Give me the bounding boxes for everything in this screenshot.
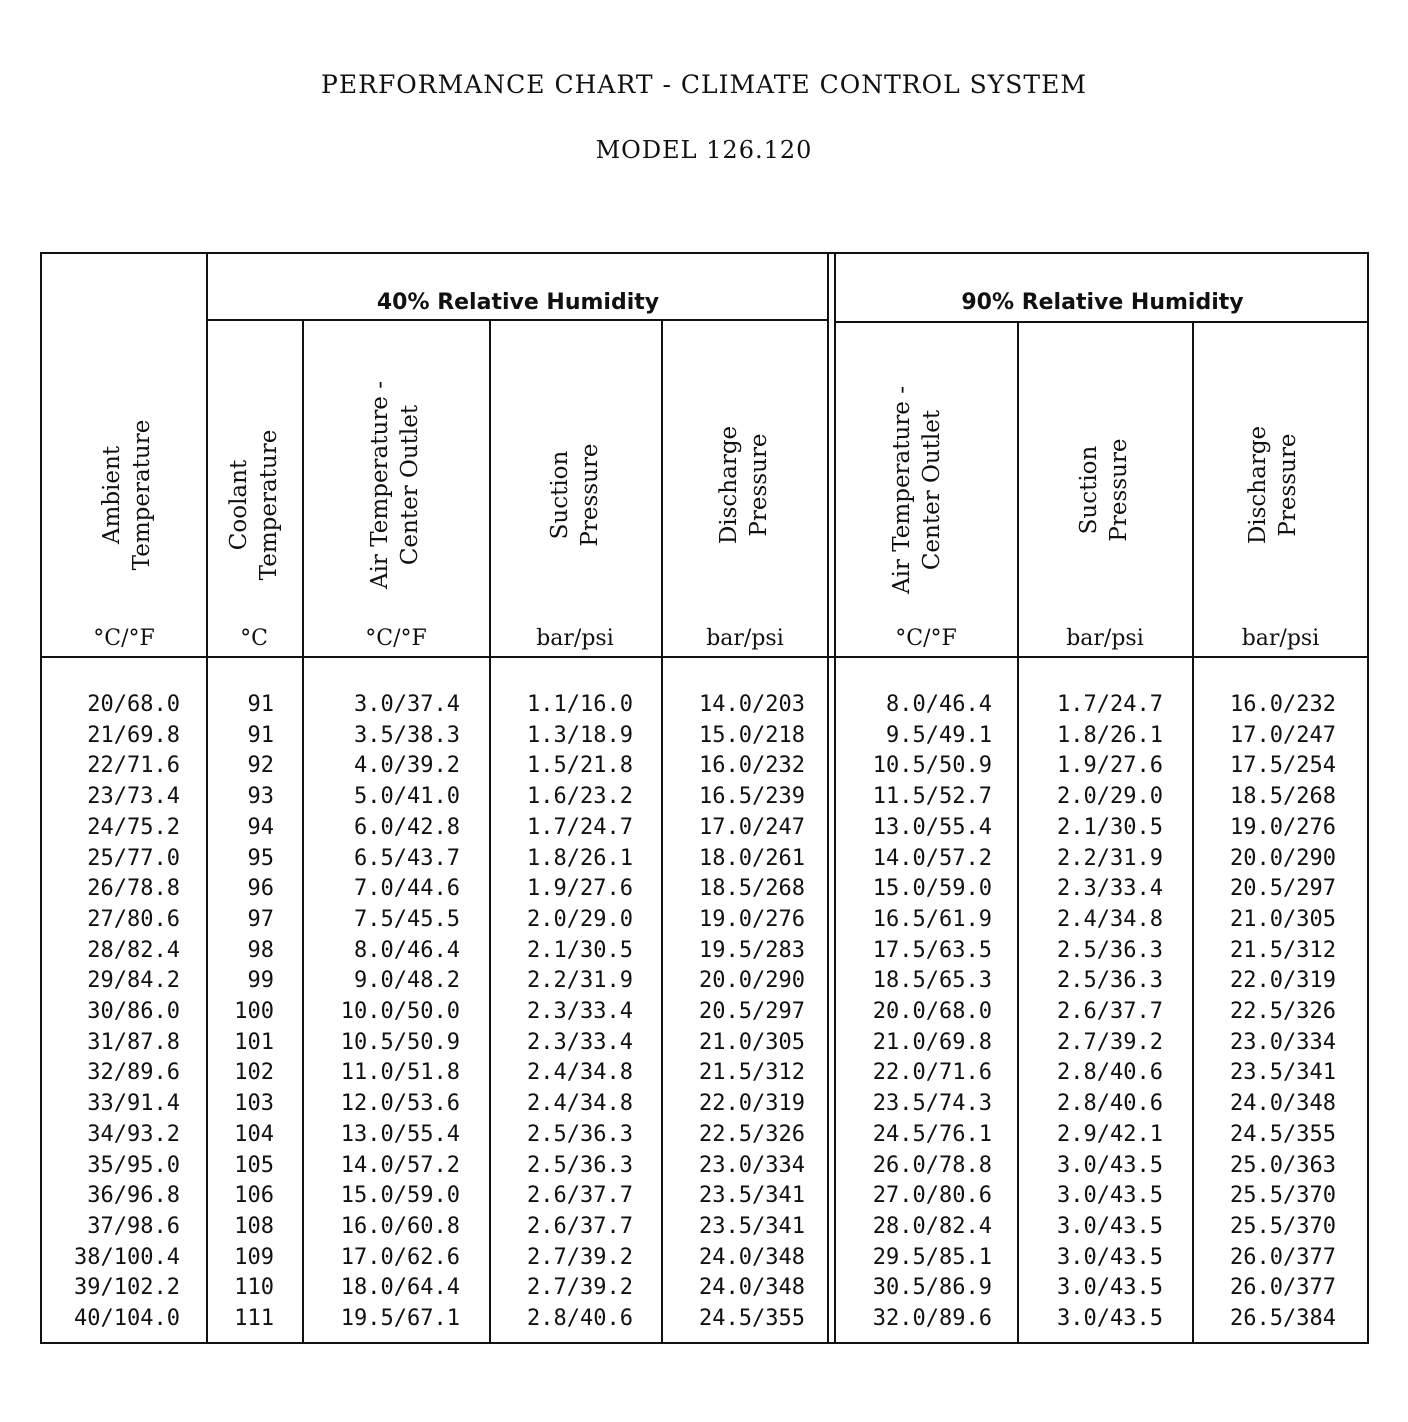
cell-suction40-20: 2.8/40.6 [527,1306,633,1332]
cell-air40-8: 8.0/46.4 [354,937,460,963]
cell-ambient-16: 36/96.8 [87,1183,180,1209]
cell-discharge90-9: 22.0/319 [1230,968,1336,994]
cell-discharge90-19: 26.0/377 [1230,1275,1336,1301]
cell-suction90-13: 2.8/40.6 [1057,1091,1163,1117]
cell-coolant-11: 101 [234,1029,274,1055]
cell-suction40-10: 2.3/33.4 [527,999,633,1025]
cell-suction40-1: 1.3/18.9 [527,722,633,748]
unit-discharge90: bar/psi [1241,626,1320,651]
cell-discharge90-18: 26.0/377 [1230,1244,1336,1270]
cell-coolant-0: 91 [247,692,274,717]
cell-air40-2: 4.0/39.2 [354,753,460,779]
cell-discharge90-5: 20.0/290 [1230,845,1336,871]
cell-suction90-18: 3.0/43.5 [1057,1244,1163,1270]
column-air40 [304,690,460,1335]
header-suction-pressure-40: Suction Pressure [547,443,603,547]
cell-ambient-11: 31/87.8 [87,1029,180,1055]
cell-suction90-11: 2.7/39.2 [1057,1029,1163,1055]
cell-air40-17: 16.0/60.8 [340,1213,460,1239]
cell-air90-10: 20.0/68.0 [872,999,992,1025]
cell-air90-5: 14.0/57.2 [872,845,992,871]
cell-discharge90-17: 25.5/370 [1230,1213,1336,1239]
cell-suction90-9: 2.5/36.3 [1057,968,1163,994]
cell-discharge40-5: 18.0/261 [699,845,805,871]
cell-discharge40-18: 24.0/348 [699,1244,805,1270]
rule-group-underline-40 [206,319,829,321]
cell-air40-15: 14.0/57.2 [340,1152,460,1178]
cell-coolant-4: 94 [247,814,274,840]
cell-coolant-8: 98 [247,937,274,963]
cell-air40-14: 13.0/55.4 [340,1121,460,1147]
cell-suction90-4: 2.1/30.5 [1057,814,1163,840]
cell-ambient-17: 37/98.6 [87,1213,180,1239]
cell-suction90-0: 1.7/24.7 [1057,692,1163,717]
cell-discharge40-20: 24.5/355 [699,1306,805,1332]
cell-discharge90-15: 25.0/363 [1230,1152,1336,1178]
cell-discharge40-3: 16.5/239 [699,784,805,810]
cell-air90-3: 11.5/52.7 [872,784,992,810]
cell-air40-12: 11.0/51.8 [340,1060,460,1086]
cell-coolant-1: 91 [247,722,274,748]
cell-suction90-12: 2.8/40.6 [1057,1060,1163,1086]
cell-suction40-18: 2.7/39.2 [527,1244,633,1270]
model-number: MODEL 126.120 [595,136,813,164]
cell-suction90-10: 2.6/37.7 [1057,999,1163,1025]
cell-air40-9: 9.0/48.2 [354,968,460,994]
cell-suction90-7: 2.4/34.8 [1057,906,1163,932]
cell-air40-13: 12.0/53.6 [340,1091,460,1117]
cell-air90-12: 22.0/71.6 [872,1060,992,1086]
cell-coolant-15: 105 [234,1152,274,1178]
cell-discharge90-10: 22.5/326 [1230,999,1336,1025]
cell-suction90-15: 3.0/43.5 [1057,1152,1163,1178]
cell-ambient-0: 20/68.0 [87,692,180,717]
cell-suction40-12: 2.4/34.8 [527,1060,633,1086]
cell-discharge40-14: 22.5/326 [699,1121,805,1147]
cell-discharge40-9: 20.0/290 [699,968,805,994]
cell-suction40-14: 2.5/36.3 [527,1121,633,1147]
cell-discharge40-17: 23.5/341 [699,1213,805,1239]
cell-discharge40-4: 17.0/247 [699,814,805,840]
cell-suction40-5: 1.8/26.1 [527,845,633,871]
cell-air90-7: 16.5/61.9 [872,906,992,932]
cell-discharge90-4: 19.0/276 [1230,814,1336,840]
cell-suction40-7: 2.0/29.0 [527,906,633,932]
unit-suction90: bar/psi [1066,626,1144,651]
unit-suction40: bar/psi [536,626,614,651]
cell-air90-6: 15.0/59.0 [872,876,992,902]
cell-ambient-8: 28/82.4 [87,937,180,963]
cell-suction90-5: 2.2/31.9 [1057,845,1163,871]
cell-air90-8: 17.5/63.5 [872,937,992,963]
cell-suction90-14: 2.9/42.1 [1057,1121,1163,1147]
cell-air90-17: 28.0/82.4 [872,1213,992,1239]
cell-ambient-6: 26/78.8 [87,876,180,902]
document-title: PERFORMANCE CHART - CLIMATE CONTROL SYSTEM [321,70,1087,99]
column-suction40 [491,690,633,1335]
cell-suction40-0: 1.1/16.0 [527,692,633,717]
cell-suction40-13: 2.4/34.8 [527,1091,633,1117]
cell-ambient-4: 24/75.2 [87,814,180,840]
cell-ambient-19: 39/102.2 [74,1275,180,1301]
cell-discharge90-11: 23.0/334 [1230,1029,1336,1055]
cell-ambient-9: 29/84.2 [87,968,180,994]
cell-coolant-18: 109 [234,1244,274,1270]
cell-coolant-5: 95 [247,845,274,871]
cell-ambient-14: 34/93.2 [87,1121,180,1147]
cell-air90-19: 30.5/86.9 [872,1275,992,1301]
header-suction-pressure-90: Suction Pressure [1076,438,1132,542]
cell-suction40-9: 2.2/31.9 [527,968,633,994]
cell-discharge90-3: 18.5/268 [1230,784,1336,810]
cell-discharge40-6: 18.5/268 [699,876,805,902]
cell-air40-16: 15.0/59.0 [340,1183,460,1209]
cell-discharge90-13: 24.0/348 [1230,1091,1336,1117]
cell-air40-19: 18.0/64.4 [340,1275,460,1301]
rule-group-underline-90 [834,321,1369,323]
cell-discharge40-13: 22.0/319 [699,1091,805,1117]
cell-discharge90-6: 20.5/297 [1230,876,1336,902]
cell-discharge40-16: 23.5/341 [699,1183,805,1209]
cell-air90-16: 27.0/80.6 [872,1183,992,1209]
cell-suction40-3: 1.6/23.2 [527,784,633,810]
cell-ambient-7: 27/80.6 [87,906,180,932]
cell-ambient-3: 23/73.4 [87,784,180,810]
cell-suction90-19: 3.0/43.5 [1057,1275,1163,1301]
cell-coolant-6: 96 [247,876,274,902]
cell-discharge40-12: 21.5/312 [699,1060,805,1086]
cell-air90-18: 29.5/85.1 [872,1244,992,1270]
header-air-temp-90: Air Temperature - Center Outlet [889,385,945,595]
header-air-temp-40: Air Temperature - Center Outlet [367,380,423,590]
cell-air90-13: 23.5/74.3 [872,1091,992,1117]
cell-discharge90-12: 23.5/341 [1230,1060,1336,1086]
cell-ambient-10: 30/86.0 [87,999,180,1025]
cell-air40-20: 19.5/67.1 [340,1306,460,1332]
column-ambient [44,690,180,1335]
cell-suction90-1: 1.8/26.1 [1057,722,1163,748]
unit-discharge40: bar/psi [706,626,784,651]
unit-coolant: °C [240,626,268,651]
unit-ambient: °C/°F [93,626,155,651]
cell-air90-0: 8.0/46.4 [886,692,992,717]
cell-air90-15: 26.0/78.8 [872,1152,992,1178]
cell-air90-11: 21.0/69.8 [872,1029,992,1055]
cell-coolant-17: 108 [234,1213,274,1239]
column-discharge40 [663,690,805,1335]
unit-air40: °C/°F [365,626,427,651]
cell-discharge90-20: 26.5/384 [1230,1306,1336,1332]
cell-discharge90-16: 25.5/370 [1230,1183,1336,1209]
unit-air90: °C/°F [895,626,957,651]
cell-air40-11: 10.5/50.9 [340,1029,460,1055]
cell-discharge90-2: 17.5/254 [1230,753,1336,779]
cell-suction40-11: 2.3/33.4 [527,1029,633,1055]
header-ambient-temperature: Ambient Temperature [99,419,155,571]
cell-suction90-3: 2.0/29.0 [1057,784,1163,810]
group-header-40-rh: 40% Relative Humidity [376,290,660,315]
cell-ambient-5: 25/77.0 [87,845,180,871]
cell-discharge90-0: 16.0/232 [1230,692,1336,717]
cell-air90-20: 32.0/89.6 [872,1306,992,1332]
cell-ambient-20: 40/104.0 [74,1306,180,1332]
cell-coolant-12: 102 [234,1060,274,1086]
cell-coolant-7: 97 [247,906,274,932]
cell-discharge90-7: 21.0/305 [1230,906,1336,932]
cell-ambient-15: 35/95.0 [87,1152,180,1178]
cell-air90-14: 24.5/76.1 [872,1121,992,1147]
cell-air40-10: 10.0/50.0 [340,999,460,1025]
cell-suction90-16: 3.0/43.5 [1057,1183,1163,1209]
cell-ambient-13: 33/91.4 [87,1091,180,1117]
cell-air40-18: 17.0/62.6 [340,1244,460,1270]
cell-air40-5: 6.5/43.7 [354,845,460,871]
cell-coolant-20: 111 [234,1306,274,1332]
cell-air40-6: 7.0/44.6 [354,876,460,902]
cell-air40-7: 7.5/45.5 [354,906,460,932]
cell-discharge40-8: 19.5/283 [699,937,805,963]
cell-air90-1: 9.5/49.1 [886,722,992,748]
cell-discharge40-19: 24.0/348 [699,1275,805,1301]
cell-discharge90-14: 24.5/355 [1230,1121,1336,1147]
cell-suction90-8: 2.5/36.3 [1057,937,1163,963]
cell-coolant-10: 100 [234,999,274,1025]
cell-air90-9: 18.5/65.3 [872,968,992,994]
cell-ambient-1: 21/69.8 [87,722,180,748]
cell-coolant-14: 104 [234,1121,274,1147]
cell-discharge90-8: 21.5/312 [1230,937,1336,963]
group-header-90-rh: 90% Relative Humidity [961,290,1244,315]
column-air90 [836,690,992,1335]
column-coolant [208,690,274,1335]
cell-suction40-15: 2.5/36.3 [527,1152,633,1178]
cell-coolant-16: 106 [234,1183,274,1209]
cell-air40-3: 5.0/41.0 [354,784,460,810]
cell-suction40-17: 2.6/37.7 [527,1213,633,1239]
cell-ambient-12: 32/89.6 [87,1060,180,1086]
cell-discharge40-10: 20.5/297 [699,999,805,1025]
rule-group-divider-a [827,252,829,1344]
cell-coolant-3: 93 [247,784,274,810]
cell-suction90-6: 2.3/33.4 [1057,876,1163,902]
cell-suction90-2: 1.9/27.6 [1057,753,1163,779]
cell-coolant-2: 92 [247,753,274,779]
cell-coolant-13: 103 [234,1091,274,1117]
cell-discharge40-11: 21.0/305 [699,1029,805,1055]
rule-header-bottom [40,656,1369,658]
cell-suction90-17: 3.0/43.5 [1057,1213,1163,1239]
cell-suction40-8: 2.1/30.5 [527,937,633,963]
cell-suction40-6: 1.9/27.6 [527,876,633,902]
cell-ambient-18: 38/100.4 [74,1244,180,1270]
column-suction90 [1019,690,1163,1335]
column-discharge90 [1194,690,1336,1335]
cell-discharge90-1: 17.0/247 [1230,722,1336,748]
cell-air40-0: 3.0/37.4 [354,692,460,717]
header-discharge-pressure-40: Discharge Pressure [716,425,772,545]
cell-suction40-2: 1.5/21.8 [527,753,633,779]
cell-discharge40-15: 23.0/334 [699,1152,805,1178]
cell-ambient-2: 22/71.6 [87,753,180,779]
cell-suction40-16: 2.6/37.7 [527,1183,633,1209]
header-coolant-temperature: Coolant Temperature [226,429,282,581]
cell-discharge40-0: 14.0/203 [699,692,805,717]
cell-air90-2: 10.5/50.9 [872,753,992,779]
cell-discharge40-2: 16.0/232 [699,753,805,779]
cell-suction40-19: 2.7/39.2 [527,1275,633,1301]
cell-suction40-4: 1.7/24.7 [527,814,633,840]
cell-discharge40-1: 15.0/218 [699,722,805,748]
cell-discharge40-7: 19.0/276 [699,906,805,932]
cell-air90-4: 13.0/55.4 [872,814,992,840]
cell-air40-1: 3.5/38.3 [354,722,460,748]
cell-coolant-19: 110 [234,1275,274,1301]
header-discharge-pressure-90: Discharge Pressure [1245,425,1301,545]
cell-suction90-20: 3.0/43.5 [1057,1306,1163,1332]
cell-coolant-9: 99 [247,968,274,994]
cell-air40-4: 6.0/42.8 [354,814,460,840]
